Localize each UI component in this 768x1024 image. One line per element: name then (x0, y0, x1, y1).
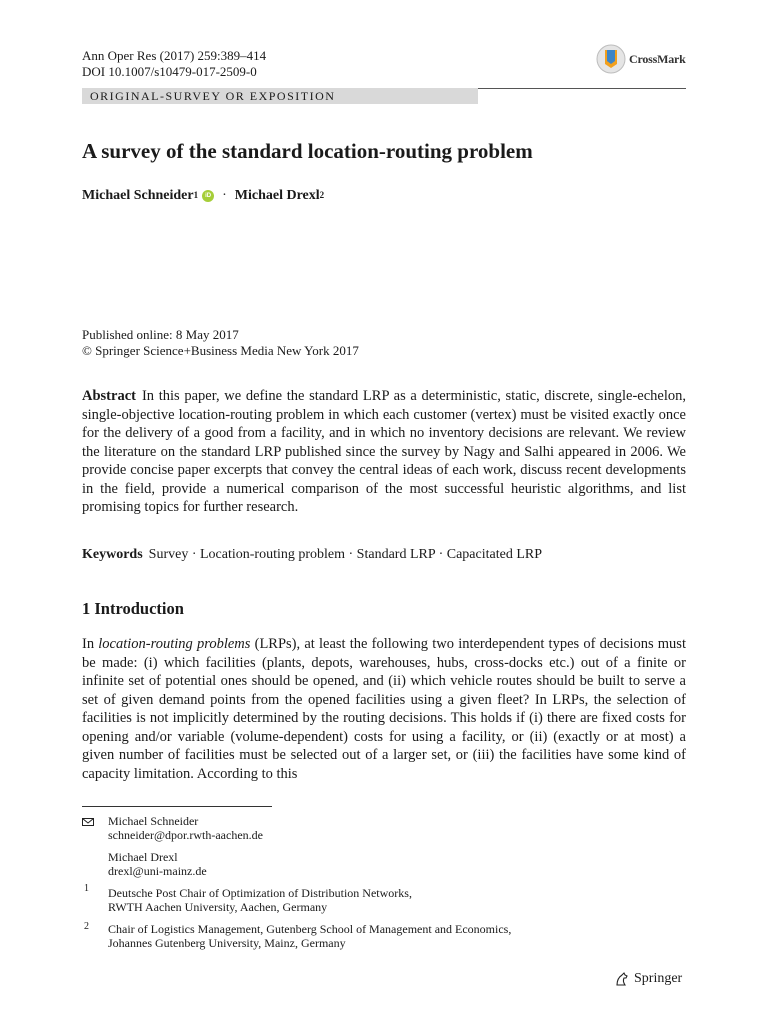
abstract-heading: Abstract (82, 388, 136, 404)
publication-info (82, 327, 359, 359)
category-divider (478, 88, 686, 89)
published-date: Published online: 8 May 2017 (82, 327, 239, 342)
author-list (82, 186, 324, 206)
intro-text: (LRPs), at least the following two interdependent types of decisions must be made: (i) which facilities (plants, depots, warehouses, hubs, cross-docks etc.) out of a finite or infinite set of potential ones should be opened, and (ii) which vehicle routes should be built to serve a set of given demand points from the opened facilities using a given fleet? In LRPs, the selection of facilities is not implicitly determined by the routing decisions. This holds if (i) there are fixed costs for opening and/or variable (volume-dependent) costs for using a facility, or (ii) (exactly or at most) a given number of facilities must be selected out of a larger set, or (iii) the facilities have some kind of capacity limitation. According to this (82, 636, 686, 782)
affiliation (108, 922, 511, 950)
crossmark-icon (596, 44, 626, 74)
keywords-text: Survey · Location-routing problem · Standard LRP · Capacitated LRP (148, 547, 543, 562)
corresponding-author (108, 814, 263, 842)
affiliation-line: Johannes Gutenberg University, Mainz, Germany (108, 936, 346, 950)
crossmark-label: CrossMark (629, 51, 686, 66)
abstract (82, 387, 686, 517)
intro-emphasis: location-routing problems (98, 636, 251, 652)
author-separator: · (222, 188, 227, 203)
author-name[interactable]: Michael Schneider (82, 188, 194, 203)
affiliation-line: Chair of Logistics Management, Gutenberg School of Management and Economics, (108, 922, 512, 936)
affiliation-number: 2 (84, 921, 89, 932)
author-affiliation-marker: 2 (319, 190, 325, 200)
footnote-divider (82, 806, 272, 807)
springer-horse-icon (614, 971, 630, 987)
abstract-text: In this paper, we define the standard LRP as a deterministic, static, discrete, single-echelon, single-objective location-routing problem in which each customer (vertex) must be visited exactly once for the delivery of a good from a facility, and in which no inventory decisions are relevant. We review the literature on the standard LRP published since the survey by Nagy and Salhi appeared in 2006. We provide concise paper excerpts that convey the central ideas of each work, discuss recent developments in the field, provide a numerical comparison of the most successful heuristic algorithms, and list promising topics for further research. (82, 388, 686, 515)
keywords-heading: Keywords (82, 547, 143, 562)
author-name: Michael Drexl (108, 850, 178, 864)
section-heading: 1 Introduction (82, 599, 184, 618)
affiliation-number: 1 (84, 883, 89, 894)
publisher-name: Springer (634, 971, 683, 986)
author-email[interactable]: drexl@uni-mainz.de (108, 864, 207, 878)
orcid-icon[interactable]: iD (202, 190, 214, 202)
corresponding-author (108, 850, 207, 878)
keywords (82, 546, 542, 564)
journal-citation: Ann Oper Res (2017) 259:389–414 (82, 48, 267, 63)
crossmark-badge[interactable] (596, 44, 686, 74)
affiliation (108, 886, 412, 914)
author-name: Michael Schneider (108, 814, 199, 828)
envelope-icon (82, 817, 94, 827)
doi[interactable]: DOI 10.1007/s10479-017-2509-0 (82, 64, 257, 79)
publisher-logo (614, 970, 682, 988)
author-name[interactable]: Michael Drexl (234, 188, 320, 203)
copyright: © Springer Science+Business Media New York 2017 (82, 343, 359, 358)
journal-info (82, 48, 266, 80)
affiliation-line: Deutsche Post Chair of Optimization of Distribution Networks, (108, 886, 412, 900)
intro-paragraph (82, 635, 686, 783)
affiliation-line: RWTH Aachen University, Aachen, Germany (108, 900, 328, 914)
paper-title: A survey of the standard location-routing problem (82, 139, 533, 163)
intro-text-start: In (82, 636, 99, 652)
article-category: ORIGINAL-SURVEY OR EXPOSITION (90, 89, 336, 103)
author-email[interactable]: schneider@dpor.rwth-aachen.de (108, 828, 263, 842)
author-affiliation-marker: 1 (193, 190, 199, 200)
